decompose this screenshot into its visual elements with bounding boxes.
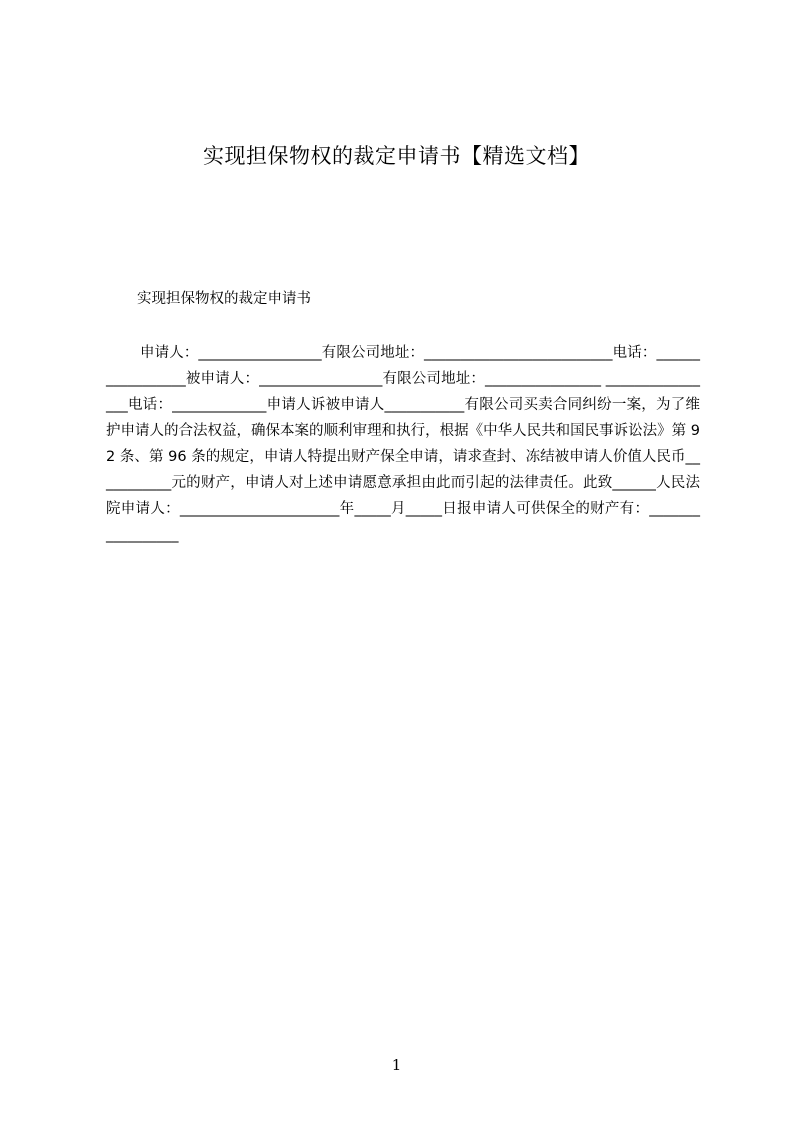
- page-number: 1: [391, 1056, 402, 1074]
- page-title: 实现担保物权的裁定申请书【精选文档】: [203, 144, 590, 168]
- body-paragraph: 申请人：_________________有限公司地址：__________________________电话：_________________被申请人：_________________有限公司地址：________________ ________________电话：_____________申请人诉被申请人___________有限公司买卖合同纠纷一案，为了维护申请人的合法权益，确保本案的顺利审理和执行，根据《中华人民共和国民事诉讼法》第 92 条、第 96 条的规定，申请人特提出财产保全申请，请求查封、冻结被申请人价值人民币___________元的财产，申请人对上述申请愿意承担由此而引起的法律责任。此致______人民法院申请人：______________________年_____月_____日报申请人可供保全的财产有：_________________: [106, 345, 700, 543]
- document-subheading: 实现担保物权的裁定申请书: [137, 291, 311, 307]
